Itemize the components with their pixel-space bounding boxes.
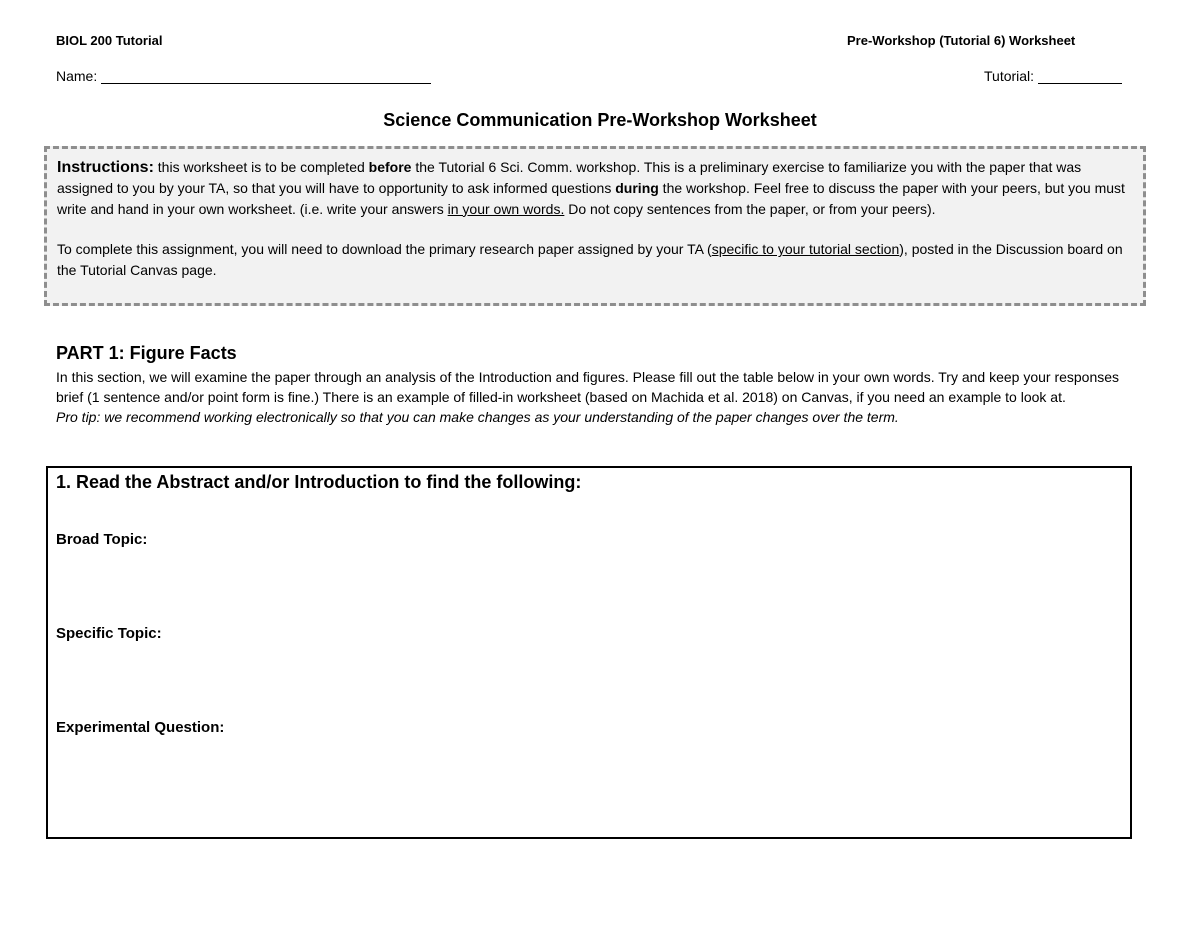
instructions-box	[44, 146, 1146, 306]
instr-text: this worksheet is to be completed	[153, 159, 369, 175]
tutorial-blank-line[interactable]	[1038, 68, 1122, 84]
instr-text: the workshop. Feel free to discuss the paper with your peers, but you must write and hand in your own worksheet. (i.e. write your answers	[57, 180, 1125, 217]
course-header: BIOL 200 Tutorial	[56, 33, 163, 48]
instr-bold-during: during	[615, 180, 659, 197]
part1-body	[56, 367, 1146, 428]
instr-text: Do not copy sentences from the paper, or from your peers).	[564, 200, 936, 217]
experimental-question-label: Experimental Question:	[56, 719, 225, 736]
document-title: Science Communication Pre-Workshop Worksheet	[383, 110, 817, 130]
instructions-paragraph-1	[57, 157, 1133, 219]
specific-topic-label: Specific Topic:	[56, 625, 162, 642]
broad-topic-label: Broad Topic:	[56, 531, 148, 548]
tutorial-label: Tutorial:	[984, 68, 1035, 84]
worksheet-header: Pre-Workshop (Tutorial 6) Worksheet	[847, 33, 1076, 48]
name-field	[56, 68, 431, 84]
instr-text: ), posted in the Discussion board on the Tutorial Canvas page.	[57, 241, 1123, 278]
name-label: Name:	[56, 68, 98, 84]
instr-text: To complete this assignment, you will need to download the primary research paper assigned by your TA (	[57, 241, 712, 258]
part1-title: PART 1: Figure Facts	[56, 343, 237, 363]
instructions-paragraph-2	[57, 239, 1133, 280]
question1-title: 1. Read the Abstract and/or Introduction to find the following:	[56, 472, 582, 492]
tutorial-field	[984, 68, 1122, 84]
instr-underline-section: specific to your tutorial section	[711, 241, 900, 258]
instr-text: the Tutorial 6 Sci. Comm. workshop. This is a preliminary exercise to familiarize you with the paper that was assigned to you by your TA, so that you will have to opportunity to ask informed questions	[57, 159, 1082, 197]
instr-bold-before: before	[368, 159, 412, 175]
part1-pro-tip: Pro tip: we recommend working electronically so that you can make changes as your understanding of the paper changes over the term.	[56, 409, 899, 426]
name-blank-line[interactable]	[101, 68, 431, 84]
instr-underline-own-words: in your own words.	[447, 200, 565, 217]
part1-description: In this section, we will examine the paper through an analysis of the Introduction and figures. Please fill out the table below in your own words. Try and keep your responses brief (1 sentence and/or point form is fine.) There is an example of filled-in worksheet (based on Machida et al. 2018) on Canvas, if you need an example to look at.	[56, 369, 1120, 406]
question1-answer-box[interactable]	[46, 466, 1132, 839]
instructions-heading: Instructions:	[57, 159, 154, 176]
